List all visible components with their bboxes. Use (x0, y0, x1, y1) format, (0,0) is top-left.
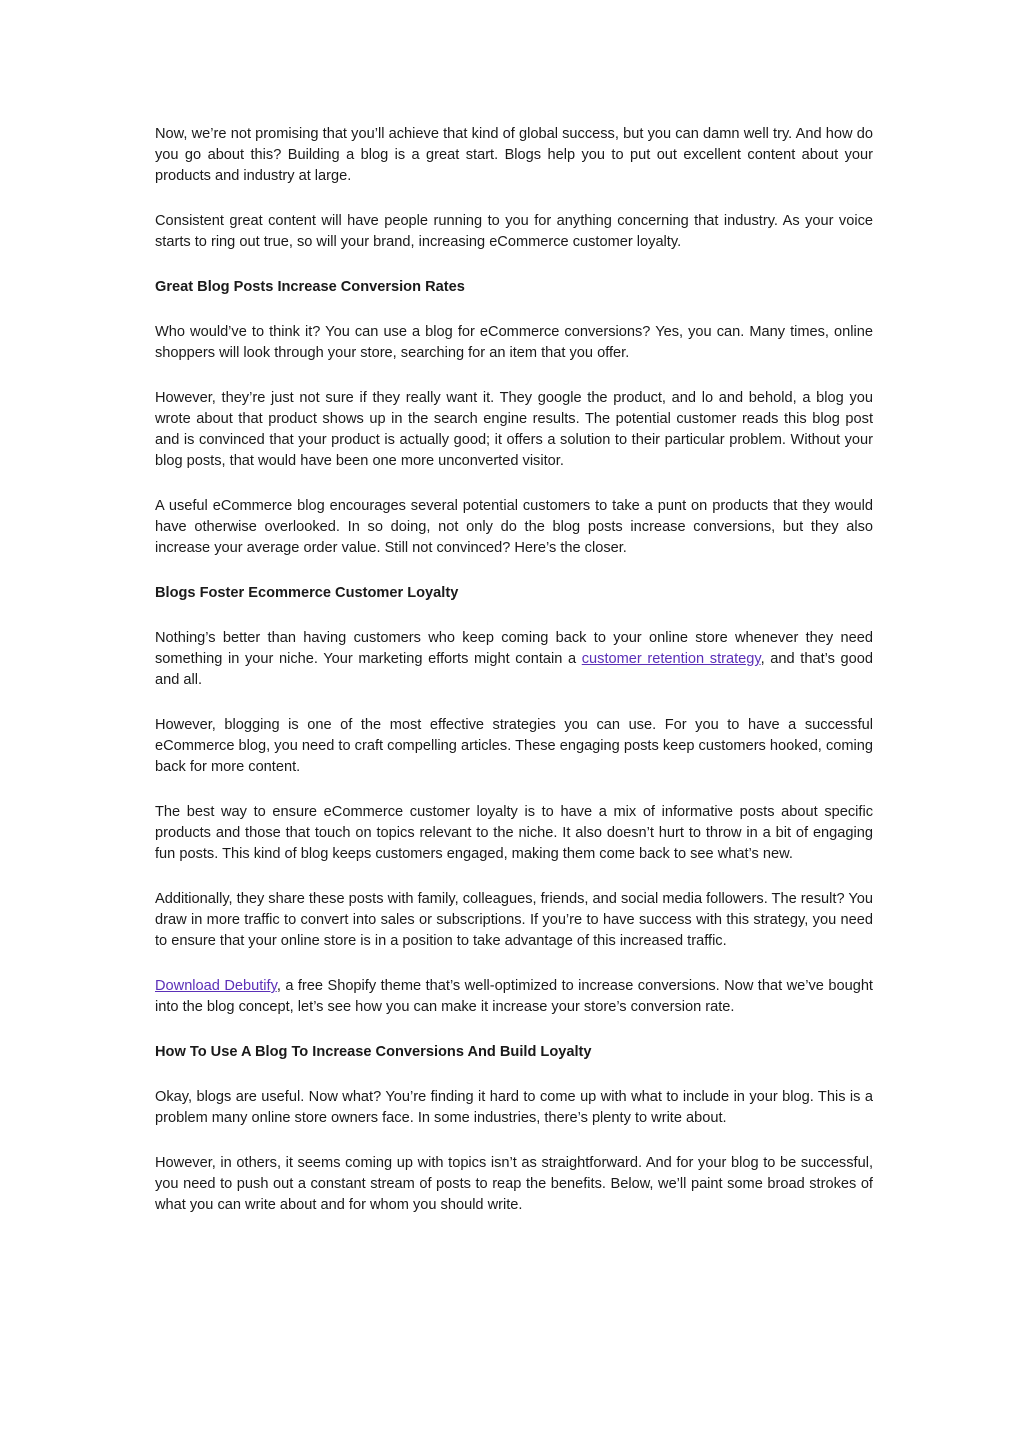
paragraph-not-sure: However, they’re just not sure if they really want it. They google the product, and lo and behold, a blog you wrote about that product shows up in the search engine results. The potential customer reads this blog post and is convinced that your product is actually good; it offers a solution to their particular problem. Without your blog posts, that would have been one more unconverted visitor. (155, 390, 873, 469)
paragraph-nothing-better (155, 628, 873, 691)
download-debutify-link[interactable]: Download Debutify (155, 978, 277, 994)
paragraph-global-success: Now, we’re not promising that you’ll achieve that kind of global success, but you can damn well try. And how do you go about this? Building a blog is a great start. Blogs help you to put out excellent content about your products and industry at large. (155, 126, 873, 184)
paragraph-consistent-content: Consistent great content will have people running to you for anything concerning that industry. As your voice starts to ring out true, so will your brand, increasing eCommerce customer loyalty. (155, 213, 873, 250)
paragraph-who-would-think: Who would’ve to think it? You can use a blog for eCommerce conversions? Yes, you can. Many times, online shoppers will look through your store, searching for an item that you offer. (155, 324, 873, 361)
document-page (155, 124, 873, 1240)
heading-how-to-use-blog: How To Use A Blog To Increase Conversions And Build Loyalty (155, 1044, 592, 1060)
paragraph-blogging-effective: However, blogging is one of the most effective strategies you can use. For you to have a successful eCommerce blog, you need to craft compelling articles. These engaging posts keep customers hooked, coming back for more content. (155, 717, 873, 775)
heading-conversion-rates: Great Blog Posts Increase Conversion Rates (155, 279, 465, 295)
heading-customer-loyalty: Blogs Foster Ecommerce Customer Loyalty (155, 585, 459, 601)
customer-retention-strategy-link[interactable]: customer retention strategy (581, 651, 761, 667)
paragraph-text: , a free Shopify theme that’s well-optimized to increase conversions. Now that we’ve bought into the blog concept, let’s see how you can make it increase your store’s conversion rate. (155, 978, 873, 1015)
paragraph-download-debutify (155, 976, 873, 1018)
paragraph-additionally: Additionally, they share these posts with family, colleagues, friends, and social media followers. The result? You draw in more traffic to convert into sales or subscriptions. If you’re to have success with this strategy, you need to ensure that your online store is in a position to take advantage of this increased traffic. (155, 891, 873, 949)
paragraph-useful-blog: A useful eCommerce blog encourages several potential customers to take a punt on products that they would have otherwise overlooked. In so doing, not only do the blog posts increase conversions, but they also increase your average order value. Still not convinced? Here’s the closer. (155, 498, 873, 556)
paragraph-text: , and that’s good and all. (155, 651, 873, 688)
paragraph-best-way: The best way to ensure eCommerce customer loyalty is to have a mix of informative posts about specific products and those that touch on topics relevant to the niche. It also doesn’t hurt to throw in a bit of engaging fun posts. This kind of blog keeps customers engaged, making them come back to see what’s new. (155, 804, 873, 862)
paragraph-okay-blogs: Okay, blogs are useful. Now what? You’re finding it hard to come up with what to include in your blog. This is a problem many online store owners face. In some industries, there’s plenty to write about. (155, 1089, 873, 1126)
paragraph-text: Nothing’s better than having customers who keep coming back to your online store whenever they need something in your niche. Your marketing efforts might contain a (155, 630, 873, 667)
paragraph-however-others: However, in others, it seems coming up with topics isn’t as straightforward. And for your blog to be successful, you need to push out a constant stream of posts to reap the benefits. Below, we’ll paint some broad strokes of what you can write about and for whom you should write. (155, 1155, 873, 1213)
